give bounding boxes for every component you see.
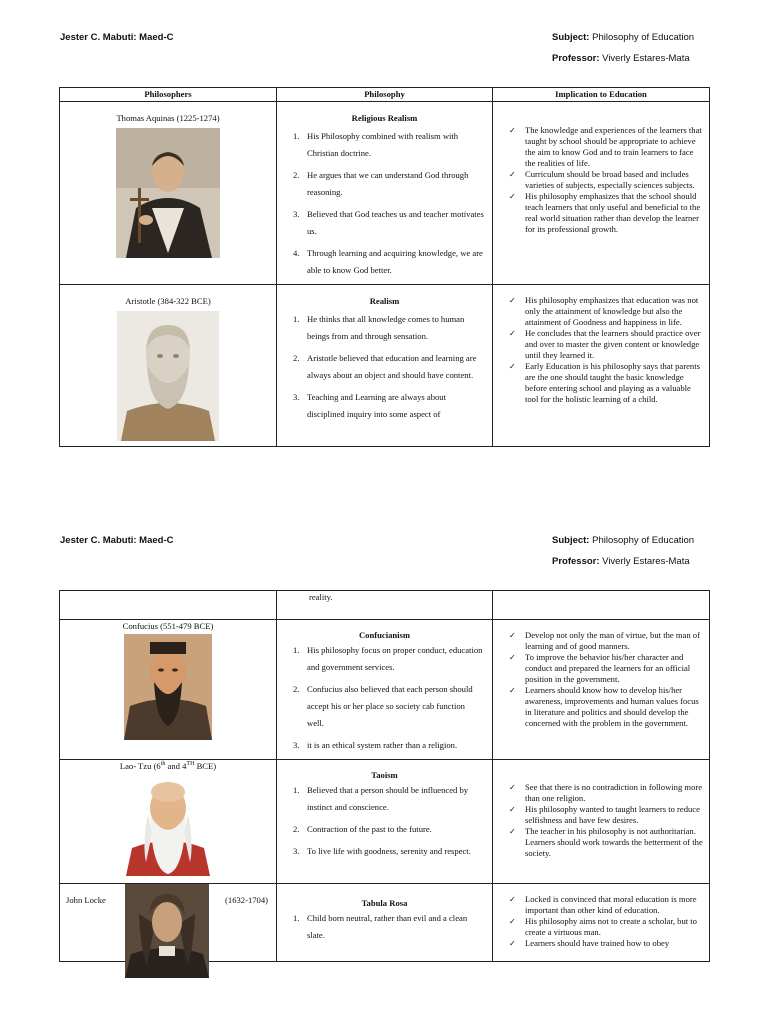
checkmark-icon: ✓ xyxy=(509,362,516,371)
implication-points xyxy=(493,620,709,729)
list-item: ✓ See that there is no contradiction in following more than one religion. xyxy=(509,782,703,803)
implication-points xyxy=(493,102,709,235)
philosopher-name: Lao- Tzu (6th and 4TH BCE) xyxy=(119,761,217,771)
implication-points xyxy=(493,285,709,405)
page2-subject: Subject: Philosophy of Education xyxy=(552,535,695,546)
list-item: ✓ Early Education is his philosophy says that parents are the one should taught the basic knowledge before entering school and playing as a valuable tool for the holistic learning of a child. xyxy=(509,361,700,404)
philosophy-title: Realism xyxy=(369,296,400,306)
philosophy-cell xyxy=(277,102,493,285)
philosopher-name: John Locke xyxy=(66,895,106,905)
philosophy-points xyxy=(277,910,492,944)
implication-cell xyxy=(493,760,710,884)
checkmark-icon: ✓ xyxy=(509,296,516,305)
list-item: 1. Child born neutral, rather than evil and a clean slate. xyxy=(293,913,468,940)
list-item: 1. He thinks that all knowledge comes to human beings from and through sensation. xyxy=(293,314,465,341)
philosophy-points xyxy=(277,128,492,279)
list-item: 1. His philosophy focus on proper conduct, education and government services. xyxy=(293,645,483,672)
list-item: 2. Contraction of the past to the future. xyxy=(293,824,432,834)
table-row xyxy=(60,102,710,285)
implication-cell xyxy=(493,102,710,285)
col-header-philosophy: Philosophy xyxy=(277,88,493,102)
philosophy-points xyxy=(277,782,492,860)
list-item: ✓ The knowledge and experiences of the learners that taught by school should be appropriate to achieve the aim to know God and to train learners to face the realities of life. xyxy=(509,125,702,168)
philosopher-name: Thomas Aquinas (1225-1274) xyxy=(116,113,220,123)
philosophy-cell xyxy=(277,760,493,884)
list-item: ✓ His philosophy wanted to taught learners to reduce selfishness and have few desires. xyxy=(509,804,700,825)
list-item: 4. Through learning and acquiring knowledge, we are able to know God better. xyxy=(293,248,483,275)
list-item: 1. Believed that a person should be influenced by instinct and conscience. xyxy=(293,785,469,812)
philosophy-cell xyxy=(277,884,493,962)
checkmark-icon: ✓ xyxy=(509,686,516,695)
page2-professor: Professor: Viverly Estares-Mata xyxy=(552,556,690,567)
list-item: ✓ Develop not only the man of virtue, but the man of learning and of good manners. xyxy=(509,630,700,651)
philosophy-title: Taoism xyxy=(371,770,398,780)
aristotle-portrait xyxy=(117,311,219,441)
philosopher-years: (1632-1704) xyxy=(225,895,268,905)
page2-table xyxy=(59,590,710,962)
list-item: 2. Aristotle believed that education and learning are always about an object and should have content. xyxy=(293,353,477,380)
checkmark-icon: ✓ xyxy=(509,805,516,814)
table-row xyxy=(60,620,710,760)
philosopher-cell xyxy=(60,620,277,760)
table-row xyxy=(60,285,710,447)
list-item: 2. He argues that we can understand God through reasoning. xyxy=(293,170,469,197)
list-item: ✓ His philosophy emphasizes that education was not only the attainment of knowledge but also the attainment of Goodness and happiness in life. xyxy=(509,295,699,327)
table-row xyxy=(60,884,710,962)
philosophy-title: Tabula Rosa xyxy=(361,898,408,908)
list-item: ✓ Curriculum should be broad based and includes varieties of subjects, especially sciences subjects. xyxy=(509,169,695,190)
implication-points xyxy=(493,884,709,949)
aquinas-portrait xyxy=(116,128,220,258)
list-item: 3. Teaching and Learning are always about disciplined inquiry into some aspect of xyxy=(293,392,446,419)
checkmark-icon: ✓ xyxy=(509,126,516,135)
list-item: ✓ His philosophy emphasizes that the school should teach learners that only useful and beneficial to the real world situation rather than develop the learner for its professional growth. xyxy=(509,191,701,234)
checkmark-icon: ✓ xyxy=(509,783,516,792)
implication-points xyxy=(493,760,709,859)
continuation-text: reality. xyxy=(309,592,333,602)
list-item: ✓ Learners should know how to develop his/her awareness, improvements and human values focus in literature and politics and should develop the concerned with the problem in the government. xyxy=(509,685,699,728)
list-item: ✓ He concludes that the learners should practice over and over to master the given content or knowledge until they learned it. xyxy=(509,328,701,360)
checkmark-icon: ✓ xyxy=(509,170,516,179)
page1-author: Jester C. Mabuti: Maed-C xyxy=(60,32,174,43)
col-header-philosophers: Philosophers xyxy=(60,88,277,102)
confucius-portrait xyxy=(124,634,212,740)
checkmark-icon: ✓ xyxy=(509,192,516,201)
philosophy-points xyxy=(277,311,492,423)
checkmark-icon: ✓ xyxy=(509,653,516,662)
list-item: ✓ Locked is convinced that moral education is more important than other kind of education. xyxy=(509,894,697,915)
table-header-row xyxy=(60,88,710,102)
philosophy-cell xyxy=(277,620,493,760)
philosophy-cell xyxy=(277,285,493,447)
john-locke-portrait xyxy=(125,884,209,978)
checkmark-icon: ✓ xyxy=(509,631,516,640)
list-item: ✓ Learners should have trained how to obey xyxy=(509,938,670,948)
list-item: ✓ His philosophy aims not to create a scholar, but to create a virtuous man. xyxy=(509,916,697,937)
checkmark-icon: ✓ xyxy=(509,939,516,948)
page2-author: Jester C. Mabuti: Maed-C xyxy=(60,535,174,546)
lao-tzu-portrait xyxy=(124,774,212,876)
list-item: 3. To live life with goodness, serenity and respect. xyxy=(293,846,471,856)
philosopher-cell xyxy=(60,285,277,447)
list-item: 3. it is an ethical system rather than a religion. xyxy=(293,740,458,750)
list-item: ✓ The teacher in his philosophy is not authoritarian. Learners should work towards the betterment of the society. xyxy=(509,826,703,858)
page1-subject: Subject: Philosophy of Education xyxy=(552,32,695,43)
page1-table xyxy=(59,87,710,447)
philosophy-title: Religious Realism xyxy=(351,113,418,123)
page1-professor: Professor: Viverly Estares-Mata xyxy=(552,53,690,64)
list-item: ✓ To improve the behavior his/her character and conduct and prepared the learners for an official position in the government. xyxy=(509,652,691,684)
checkmark-icon: ✓ xyxy=(509,895,516,904)
philosophy-points xyxy=(277,642,492,754)
table-row xyxy=(60,591,710,620)
philosopher-cell xyxy=(60,102,277,285)
implication-cell xyxy=(493,285,710,447)
implication-cell xyxy=(493,884,710,962)
list-item: 2. Confucius also believed that each person should accept his or her place so society cab function well. xyxy=(293,684,473,728)
list-item: 3. Believed that God teaches us and teacher motivates us. xyxy=(293,209,484,236)
list-item: 1. His Philosophy combined with realism with Christian doctrine. xyxy=(293,131,459,158)
implication-cell xyxy=(493,620,710,760)
checkmark-icon: ✓ xyxy=(509,917,516,926)
philosopher-cell xyxy=(60,760,277,884)
philosophy-title: Confucianism xyxy=(358,630,411,640)
philosopher-cell xyxy=(60,884,277,962)
checkmark-icon: ✓ xyxy=(509,329,516,338)
philosopher-name: Aristotle (384-322 BCE) xyxy=(125,296,211,306)
col-header-implication: Implication to Education xyxy=(493,88,710,102)
table-row xyxy=(60,760,710,884)
checkmark-icon: ✓ xyxy=(509,827,516,836)
philosopher-name: Confucius (551-479 BCE) xyxy=(122,621,214,631)
